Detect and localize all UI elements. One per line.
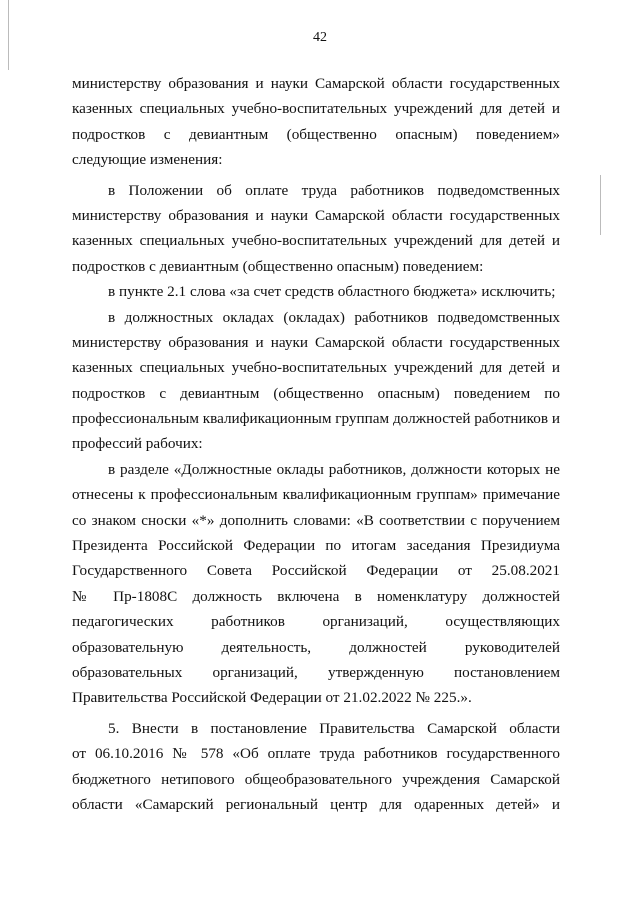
text-line: подростков с девиантным (общественно опасным) поведением:: [72, 257, 484, 275]
text-line: № Пр-1808С должность включена в номенклатуру должностей: [72, 587, 560, 605]
text-line: подростков с девиантным (общественно опасным) поведением по: [72, 384, 560, 402]
text-line: Правительства Российской Федерации от 21.02.2022 № 225.».: [72, 689, 472, 707]
text-line: отнесены к профессиональным квалификационным группам» примечание: [72, 486, 560, 504]
text-line: казенных специальных учебно-воспитательных учреждений для детей и: [72, 100, 560, 118]
text-line: министерству образования и науки Самарской области государственных: [72, 206, 560, 224]
text-line: министерству образования и науки Самарской области государственных: [72, 333, 560, 351]
text-line: образовательных организаций, утвержденную постановлением: [72, 663, 560, 681]
scan-edge-mark: [8, 0, 9, 70]
text-line: следующие изменения:: [72, 151, 223, 169]
text-line: педагогических работников организаций, осуществляющих: [72, 613, 560, 631]
text-line: бюджетного нетипового общеобразовательного учреждения Самарской: [72, 770, 560, 788]
text-line: в Положении об оплате труда работников подведомственных: [108, 181, 560, 199]
text-line: со знаком сноски «*» дополнить словами: «В соответствии с поручением: [72, 511, 560, 529]
text-line: казенных специальных учебно-воспитательных учреждений для детей и: [72, 232, 560, 250]
text-line: казенных специальных учебно-воспитательных учреждений для детей и: [72, 359, 560, 377]
text-line: от 06.10.2016 № 578 «Об оплате труда работников государственного: [72, 745, 560, 763]
text-line: в разделе «Должностные оклады работников, должности которых не: [108, 460, 560, 478]
scan-edge-mark: [600, 175, 601, 235]
text-line: Президента Российской Федерации по итогам заседания Президиума: [72, 537, 560, 555]
text-line: Государственного Совета Российской Федерации от 25.08.2021: [72, 562, 560, 580]
text-line: образовательную деятельность, должностей руководителей: [72, 638, 560, 656]
page-number: 42: [313, 30, 327, 45]
text-line: профессиональным квалификационным группам должностей работников и: [72, 410, 560, 428]
text-line: министерству образования и науки Самарской области государственных: [72, 75, 560, 92]
text-line: в пункте 2.1 слова «за счет средств областного бюджета» исключить;: [108, 283, 556, 301]
text-line: области «Самарский региональный центр для одаренных детей» и: [72, 795, 560, 813]
text-line: подростков с девиантным (общественно опасным) поведением»: [72, 125, 560, 143]
text-line: 5. Внести в постановление Правительства Самарской области: [108, 719, 560, 737]
text-line: профессий рабочих:: [72, 435, 203, 453]
body-text: [72, 71, 560, 817]
text-line: в должностных окладах (окладах) работников подведомственных: [108, 308, 560, 326]
